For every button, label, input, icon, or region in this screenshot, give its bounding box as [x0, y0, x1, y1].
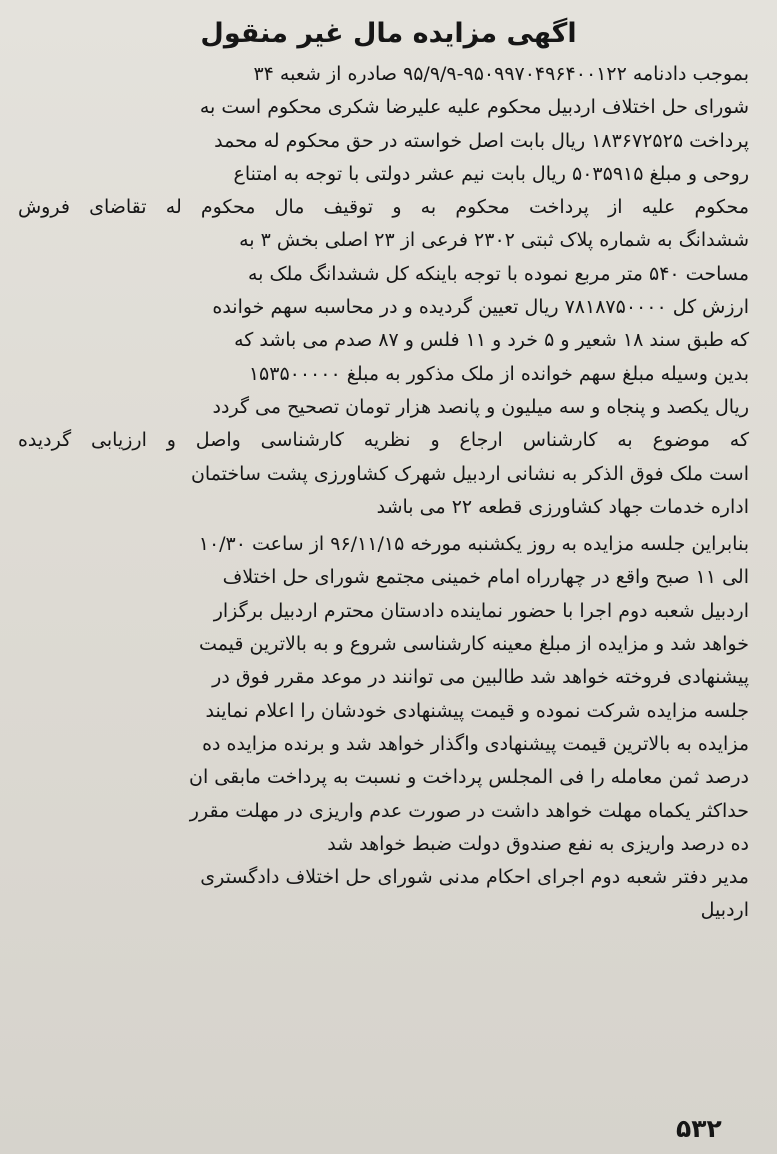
notice-line: خواهد شد و مزایده از مبلغ معینه کارشناسی شروع و به بالاترین قیمت	[199, 633, 749, 656]
notice-line: ارزش کل ۷۸۱۸۷۵۰۰۰۰ ریال تعیین گردیده و در محاسبه سهم خوانده	[212, 296, 749, 319]
notice-line: مزایده به بالاترین قیمت پیشنهادی واگذار خواهد شد و برنده مزایده ده	[202, 732, 749, 755]
notice-line: مساحت ۵۴۰ متر مربع نموده با توجه باینکه کل ششدانگ ملک به	[247, 262, 749, 285]
notice-line: بدین وسیله مبلغ سهم خوانده از ملک مذکور به مبلغ ۱۵۳۵۰۰۰۰۰	[248, 362, 749, 385]
notice-line: اردبیل	[700, 899, 749, 922]
notice-line: مدیر دفتر شعبه دوم اجرای احکام مدنی شورای حل اختلاف دادگستری	[200, 866, 749, 889]
notice-body	[18, 58, 749, 928]
notice-line: پیشنهادی فروخته خواهد شد طالبین می توانند در موعد مقرر فوق در	[212, 666, 749, 689]
notice-line: اردبیل شعبه دوم اجرا با حضور نماینده دادستان محترم اردبیل برگزار	[213, 599, 749, 622]
notice-line: محکوم علیه از پرداخت محکوم به و توقیف مال محکوم له تقاضای فروش	[17, 196, 749, 219]
notice-line: بموجب دادنامه ۹۵۰۹۹۷۰۴۹۶۴۰۰۱۲۲-۹۵/۹/۹ صادره از شعبه ۳۴	[253, 63, 749, 85]
notice-line: ده درصد واریزی به نفع صندوق دولت ضبط خواهد شد	[327, 832, 749, 855]
notice-line: که موضوع به کارشناس ارجاع و نظریه کارشناسی واصل و ارزیابی گردیده	[17, 429, 749, 452]
notice-line: بنابراین جلسه مزایده به روز یکشنبه مورخه ۹۶/۱۱/۱۵ از ساعت ۱۰/۳۰	[198, 533, 749, 556]
notice-line: الی ۱۱ صبح واقع در چهارراه امام خمینی مجتمع شورای حل اختلاف	[222, 566, 749, 589]
notice-line: پرداخت ۱۸۳۶۷۲۵۲۵ ریال بابت اصل خواسته در حق محکوم له محمد	[214, 129, 749, 152]
notice-line: درصد ثمن معامله را فی المجلس پرداخت و نسبت به پرداخت مابقی ان	[189, 766, 749, 789]
notice-line: روحی و مبلغ ۵۰۳۵۹۱۵ ریال بابت نیم عشر دولتی با توجه به امتناع	[233, 162, 749, 185]
notice-line: ریال یکصد و پنجاه و سه میلیون و پانصد هزار تومان تصحیح می گردد	[212, 395, 749, 418]
notice-line: که طبق سند ۱۸ شعیر و ۵ خرد و ۱۱ فلس و ۸۷ صدم می باشد که	[234, 329, 749, 352]
notice-line: حداکثر یکماه مهلت خواهد داشت در صورت عدم واریزی در مهلت مقرر	[189, 799, 749, 822]
notice-line: شورای حل اختلاف اردبیل محکوم علیه علیرضا شکری محکوم است به	[199, 96, 749, 119]
notice-line: جلسه مزایده شرکت نموده و قیمت پیشنهادی خودشان را اعلام نمایند	[205, 699, 749, 722]
notice-line: ششدانگ به شماره پلاک ثبتی ۲۳۰۲ فرعی از ۲۳ اصلی بخش ۳ به	[239, 229, 749, 252]
notice-line: اداره خدمات جهاد کشاورزی قطعه ۲۲ می باشد	[376, 495, 749, 518]
notice-title: اگهی مزایده مال غیر منقول	[200, 18, 577, 49]
notice-line: است ملک فوق الذکر به نشانی اردبیل شهرک کشاورزی پشت ساختمان	[190, 462, 749, 485]
page-number: ۵۳۲	[676, 1114, 722, 1143]
